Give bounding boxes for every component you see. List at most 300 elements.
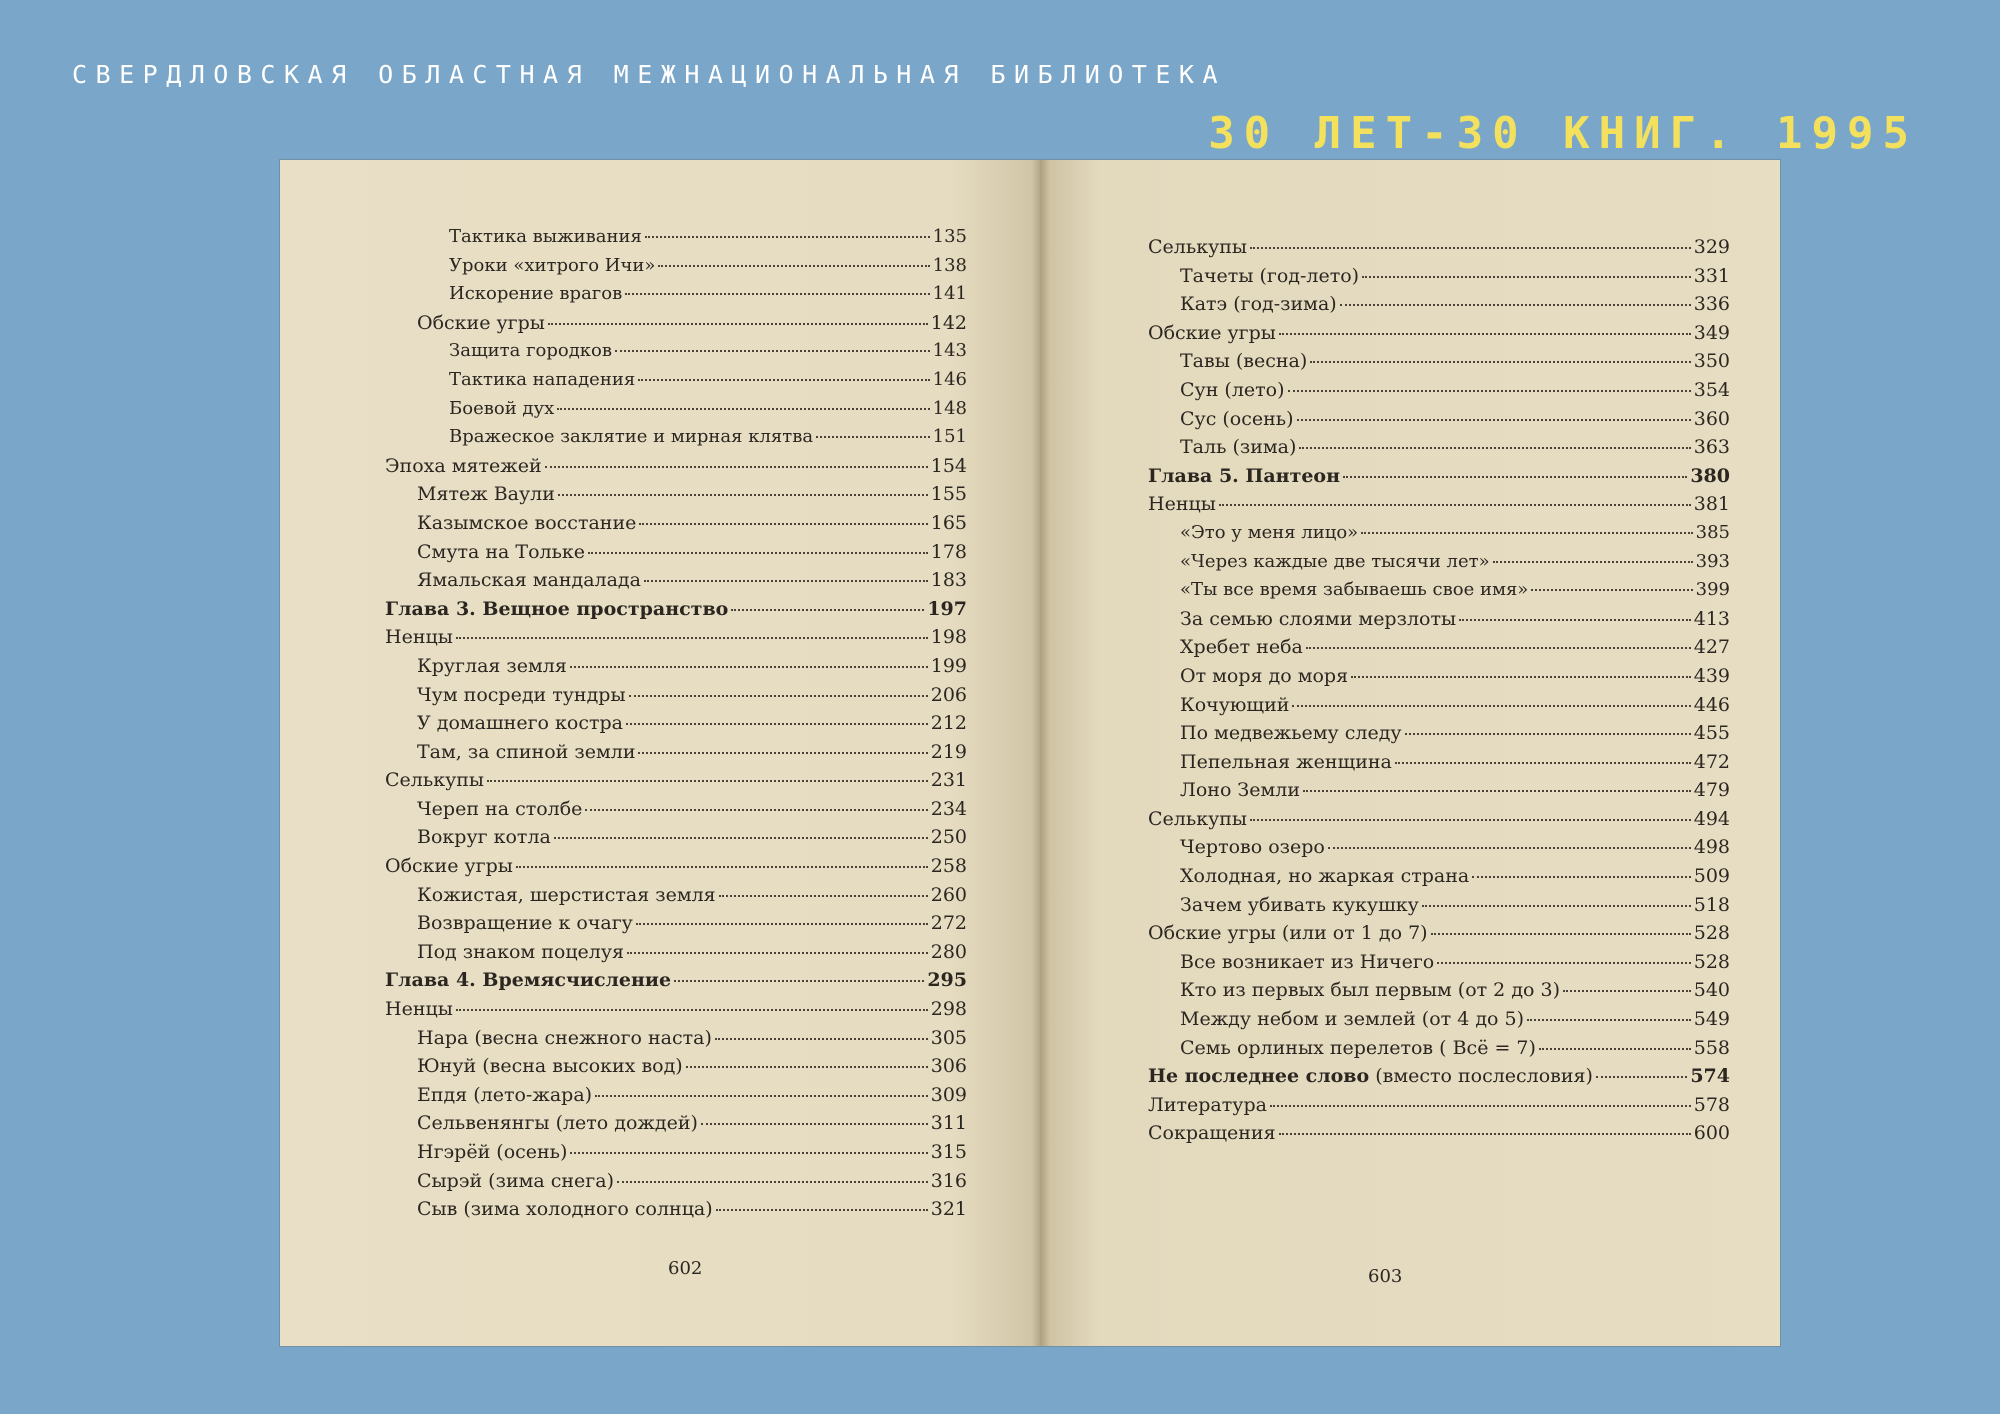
right-page xyxy=(1040,160,1780,1346)
toc-entry-title-text: Пепельная женщина xyxy=(1180,750,1392,773)
toc-entry-page: 381 xyxy=(1693,493,1730,516)
toc-entry xyxy=(1148,608,1730,637)
toc-entry-page: 146 xyxy=(932,368,967,390)
toc-entry-page: 206 xyxy=(930,683,967,706)
toc-entry-title-text: Ненцы xyxy=(1148,493,1216,516)
dot-leader xyxy=(638,751,927,754)
toc-entry xyxy=(385,398,967,427)
toc-entry-page: 143 xyxy=(932,340,967,362)
toc-entry-title xyxy=(1180,579,1528,600)
toc-entry-page: 142 xyxy=(930,311,967,334)
dot-leader xyxy=(816,435,930,438)
toc-entry xyxy=(385,798,967,827)
toc-entry-page: 305 xyxy=(930,1026,967,1049)
toc-entry-title-text: Уроки «хитрого Ичи» xyxy=(449,254,656,276)
toc-entry-title xyxy=(385,455,542,477)
toc-entry-title xyxy=(1180,379,1285,401)
toc-entry xyxy=(1148,1094,1730,1123)
dot-leader xyxy=(1431,932,1691,935)
toc-entry xyxy=(1148,436,1730,465)
toc-entry-page: 315 xyxy=(930,1141,967,1163)
toc-entry-page: 528 xyxy=(1693,922,1730,945)
toc-entry-title-text: Кочующий xyxy=(1180,693,1290,716)
toc-entry-title-text: Холодная, но жаркая страна xyxy=(1180,865,1470,888)
toc-entry-title xyxy=(1180,779,1300,801)
toc-entry-title xyxy=(1180,293,1337,315)
toc-entry xyxy=(385,712,967,741)
dot-leader xyxy=(674,979,924,982)
toc-entry xyxy=(1148,722,1730,751)
toc-entry xyxy=(385,598,967,627)
toc-entry-page: 197 xyxy=(927,597,967,620)
toc-entry xyxy=(385,884,967,913)
toc-entry-page: 148 xyxy=(932,397,967,419)
dot-leader xyxy=(1292,704,1690,707)
toc-list-left xyxy=(385,226,967,1227)
dot-leader xyxy=(1279,1132,1691,1135)
toc-entry-page: 234 xyxy=(930,797,967,820)
dot-leader xyxy=(715,1037,928,1040)
toc-entry xyxy=(385,998,967,1027)
toc-entry-title xyxy=(1180,694,1289,716)
toc-entry-title xyxy=(449,226,642,247)
page-number-left: 602 xyxy=(668,1258,703,1279)
dot-leader xyxy=(1303,789,1691,792)
toc-entry-title-text: Эпоха мятежей xyxy=(385,454,542,477)
toc-entry-title-text: Ненцы xyxy=(385,998,453,1021)
toc-entry-title-text: Обские угры xyxy=(1148,321,1276,344)
toc-entry-page: 198 xyxy=(930,626,967,649)
toc-entry-title-text: Литература xyxy=(1148,1093,1267,1116)
toc-entry xyxy=(385,512,967,541)
toc-entry xyxy=(1148,408,1730,437)
toc-entry-title xyxy=(449,283,622,304)
toc-entry-title xyxy=(1148,1094,1267,1116)
toc-entry-page: 528 xyxy=(1693,950,1730,973)
toc-entry xyxy=(1148,379,1730,408)
toc-entry-title-text: Обские угры xyxy=(417,311,545,334)
toc-entry-page: 212 xyxy=(930,712,967,735)
dot-leader xyxy=(645,235,930,238)
toc-entry-page: 329 xyxy=(1693,236,1730,258)
toc-entry-title-text: Сокращения xyxy=(1148,1122,1276,1145)
toc-entry-title xyxy=(417,1141,567,1163)
toc-entry xyxy=(385,255,967,284)
toc-entry-title-text: Юнуй (весна высоких вод) xyxy=(417,1055,683,1078)
toc-entry-title xyxy=(417,569,641,591)
toc-entry xyxy=(1148,493,1730,522)
toc-entry-page: 494 xyxy=(1693,807,1730,830)
toc-entry-page: 540 xyxy=(1693,979,1730,1002)
toc-entry-page: 316 xyxy=(930,1169,967,1192)
dot-leader xyxy=(1437,961,1691,964)
toc-entry xyxy=(1148,751,1730,780)
toc-entry-title-text: Нара (весна снежного наста) xyxy=(417,1026,712,1049)
toc-entry-title xyxy=(1180,551,1490,572)
toc-entry-title xyxy=(1180,522,1358,543)
dot-leader xyxy=(1306,646,1691,649)
dot-leader xyxy=(1328,846,1691,849)
toc-entry-page: 439 xyxy=(1693,664,1730,687)
toc-entry xyxy=(385,741,967,770)
book-spread-scan xyxy=(280,160,1780,1346)
toc-entry xyxy=(385,426,967,455)
dot-leader xyxy=(570,1151,927,1154)
toc-entry-title xyxy=(385,769,484,791)
toc-entry-title-text: Искорение врагов xyxy=(449,283,623,305)
toc-entry-page: 455 xyxy=(1693,722,1730,745)
dot-leader xyxy=(716,1208,928,1211)
toc-entry-page: 331 xyxy=(1693,264,1730,287)
toc-entry-page: 360 xyxy=(1693,407,1730,430)
toc-entry-title xyxy=(385,598,728,620)
toc-entry xyxy=(385,855,967,884)
dot-leader xyxy=(1362,275,1691,278)
toc-entry-title xyxy=(1180,265,1359,287)
toc-entry-title-text: Боевой дух xyxy=(449,397,555,419)
toc-entry xyxy=(385,483,967,512)
toc-entry-title xyxy=(417,541,585,563)
toc-entry-title-text: За семью слоями мерзлоты xyxy=(1180,607,1457,630)
toc-entry-page: 363 xyxy=(1693,436,1730,459)
dot-leader xyxy=(627,951,928,954)
toc-entry xyxy=(385,941,967,970)
toc-entry xyxy=(385,369,967,398)
toc-entry-title xyxy=(1180,751,1392,773)
dot-leader xyxy=(548,322,928,325)
toc-entry-title xyxy=(385,626,453,648)
toc-entry-title xyxy=(417,884,716,906)
dot-leader xyxy=(638,378,929,381)
dot-leader xyxy=(1310,360,1690,363)
toc-entry xyxy=(385,969,967,998)
toc-entry xyxy=(1148,236,1730,265)
toc-entry-title-text: Ямальская мандалада xyxy=(417,569,641,592)
toc-entry xyxy=(385,684,967,713)
toc-entry-title-text: Круглая земля xyxy=(417,654,567,677)
dot-leader xyxy=(1596,1075,1687,1078)
toc-entry-title xyxy=(417,655,567,677)
dot-leader xyxy=(585,808,927,811)
dot-leader xyxy=(1527,1018,1691,1021)
toc-entry-title xyxy=(1180,408,1294,430)
toc-entry xyxy=(385,1084,967,1113)
toc-entry-page: 165 xyxy=(930,511,967,534)
toc-entry-title xyxy=(385,855,513,877)
toc-entry-page: 472 xyxy=(1693,750,1730,773)
toc-entry-title xyxy=(1148,322,1276,344)
toc-entry-title xyxy=(417,1055,683,1077)
dot-leader xyxy=(595,1094,928,1097)
toc-entry-page: 427 xyxy=(1693,636,1730,659)
toc-entry-title-text: Селькупы xyxy=(1148,807,1248,830)
dot-leader xyxy=(644,579,928,582)
toc-entry xyxy=(1148,808,1730,837)
toc-entry xyxy=(385,312,967,341)
toc-entry-title-text: От моря до моря xyxy=(1180,664,1349,687)
toc-entry-title-text: Защита городков xyxy=(449,340,613,362)
toc-entry-page: 154 xyxy=(930,454,967,477)
toc-entry-title-text: Сырэй (зима снега) xyxy=(417,1169,614,1192)
toc-entry xyxy=(1148,579,1730,608)
toc-entry-page: 600 xyxy=(1693,1122,1730,1145)
toc-entry-title xyxy=(417,1198,713,1220)
dot-leader xyxy=(629,694,928,697)
toc-entry-page: 311 xyxy=(930,1112,967,1135)
toc-entry-page: 151 xyxy=(932,426,967,448)
toc-entry-page: 574 xyxy=(1690,1065,1730,1088)
toc-entry-page: 138 xyxy=(932,254,967,276)
toc-entry-title-text: Сельвенянгы (лето дождей) xyxy=(417,1112,698,1135)
toc-entry-title xyxy=(1148,1065,1593,1087)
toc-entry-title xyxy=(417,798,582,820)
toc-entry-title xyxy=(417,1027,712,1049)
toc-entry-title-text: «Через каждые две тысячи лет» xyxy=(1180,550,1490,572)
dot-leader xyxy=(1219,503,1691,506)
toc-entry-page: 578 xyxy=(1693,1093,1730,1116)
toc-entry-title-text: Обские угры xyxy=(385,855,513,878)
toc-entry-title xyxy=(449,255,655,276)
toc-entry xyxy=(385,1055,967,1084)
dot-leader xyxy=(1459,618,1691,621)
dot-leader xyxy=(1279,332,1691,335)
dot-leader xyxy=(639,522,927,525)
toc-entry-title-text: Лоно Земли xyxy=(1180,779,1301,802)
dot-leader xyxy=(456,636,928,639)
toc-entry xyxy=(1148,694,1730,723)
toc-entry-title xyxy=(1180,722,1402,744)
toc-entry-page: 498 xyxy=(1693,836,1730,859)
toc-entry-title-text: Под знаком поцелуя xyxy=(417,940,625,963)
dot-leader xyxy=(1351,675,1691,678)
toc-entry xyxy=(1148,1065,1730,1094)
toc-entry xyxy=(385,455,967,484)
toc-entry-page: 354 xyxy=(1693,378,1730,401)
toc-entry xyxy=(1148,865,1730,894)
left-page xyxy=(280,160,1040,1346)
toc-entry-title xyxy=(1148,922,1428,944)
toc-entry-title-text: Глава 5. Пантеон xyxy=(1148,464,1341,487)
dot-leader xyxy=(1340,303,1691,306)
toc-entry-title-text: Вокруг котла xyxy=(417,826,551,849)
toc-entry-page: 393 xyxy=(1695,550,1730,572)
toc-entry xyxy=(385,541,967,570)
toc-entry-title-text: Глава 3. Вещное пространство xyxy=(385,597,729,620)
toc-entry-title-text: Селькупы xyxy=(385,769,485,792)
toc-entry-page: 231 xyxy=(930,769,967,792)
toc-entry-page: 509 xyxy=(1693,865,1730,888)
toc-entry xyxy=(1148,293,1730,322)
toc-entry-title xyxy=(417,312,545,334)
toc-entry-title xyxy=(1148,236,1247,258)
toc-entry-page: 413 xyxy=(1693,607,1730,630)
toc-entry-page: 250 xyxy=(930,826,967,849)
toc-entry xyxy=(1148,265,1730,294)
toc-entry-page: 306 xyxy=(930,1055,967,1078)
toc-entry xyxy=(1148,465,1730,494)
toc-entry xyxy=(385,912,967,941)
toc-entry-title-text: Череп на столбе xyxy=(417,797,583,820)
toc-entry xyxy=(1148,350,1730,379)
page-number-right: 603 xyxy=(1368,1266,1403,1287)
dot-leader xyxy=(625,292,929,295)
dot-leader xyxy=(1299,446,1690,449)
toc-entry-page: 518 xyxy=(1693,893,1730,916)
toc-entry-title-text: Глава 4. Времясчисление xyxy=(385,969,672,992)
toc-entry-page: 272 xyxy=(930,912,967,935)
dot-leader xyxy=(1472,875,1691,878)
toc-entry xyxy=(1148,951,1730,980)
dot-leader xyxy=(570,665,928,668)
toc-entry-title-text: У домашнего костра xyxy=(417,712,623,735)
toc-entry-title-text: Хребет неба xyxy=(1180,636,1303,659)
toc-entry-page: 479 xyxy=(1693,779,1730,802)
toc-entry xyxy=(385,1027,967,1056)
dot-leader xyxy=(1405,732,1691,735)
toc-entry-title xyxy=(1180,951,1434,973)
toc-entry-title-text: Селькупы xyxy=(1148,236,1248,258)
toc-entry-title-text: «Ты все время забываешь свое имя» xyxy=(1180,579,1529,601)
toc-entry-page: 280 xyxy=(930,940,967,963)
toc-entry xyxy=(385,626,967,655)
toc-entry-title-text: Епдя (лето-жара) xyxy=(417,1083,593,1106)
toc-entry-title xyxy=(1148,465,1340,487)
toc-entry xyxy=(385,340,967,369)
toc-entry-title xyxy=(417,941,624,963)
toc-entry-title xyxy=(1148,1122,1276,1144)
dot-leader xyxy=(719,894,928,897)
dot-leader xyxy=(1422,904,1691,907)
dot-leader xyxy=(1343,475,1687,478)
dot-leader xyxy=(1361,531,1692,534)
dot-leader xyxy=(1250,246,1691,249)
toc-entry xyxy=(1148,836,1730,865)
dot-leader xyxy=(1539,1047,1691,1050)
toc-entry-page: 385 xyxy=(1695,521,1730,543)
toc-entry-page: 260 xyxy=(930,883,967,906)
toc-entry xyxy=(1148,522,1730,551)
dot-leader xyxy=(588,551,928,554)
toc-entry xyxy=(385,226,967,255)
dot-leader xyxy=(1297,418,1691,421)
toc-entry-title-text: Смута на Тольке xyxy=(417,540,586,563)
library-name: СВЕРДЛОВСКАЯ ОБЛАСТНАЯ МЕЖНАЦИОНАЛЬНАЯ БИБЛИОТЕКА xyxy=(72,60,1227,89)
dot-leader xyxy=(554,836,928,839)
toc-entry-page: 446 xyxy=(1693,693,1730,716)
toc-entry-title-text: Казымское восстание xyxy=(417,511,637,534)
toc-entry-page: 558 xyxy=(1693,1036,1730,1059)
toc-entry xyxy=(1148,665,1730,694)
dot-leader xyxy=(731,608,924,611)
toc-entry-title-text: Кожистая, шерстистая земля xyxy=(417,883,716,906)
dot-leader xyxy=(1531,588,1692,591)
toc-entry-page: 295 xyxy=(927,969,967,992)
toc-entry xyxy=(1148,779,1730,808)
toc-entry-page: 141 xyxy=(932,283,967,305)
dot-leader xyxy=(1250,818,1691,821)
book-spine xyxy=(1032,160,1050,1346)
toc-entry-title-text: Катэ (год-зима) xyxy=(1180,293,1337,316)
toc-entry-page: 380 xyxy=(1690,464,1730,487)
toc-entry-title xyxy=(1180,350,1307,372)
toc-entry-title xyxy=(1180,979,1560,1001)
toc-entry-title xyxy=(449,369,635,390)
toc-entry-page: 183 xyxy=(930,569,967,592)
dot-leader xyxy=(1270,1104,1691,1107)
toc-entry-title xyxy=(1180,608,1456,630)
toc-entry-title-text: Чум посреди тундры xyxy=(417,683,626,706)
dot-leader xyxy=(545,465,928,468)
toc-entry-title-text: По медвежьему следу xyxy=(1180,722,1402,745)
dot-leader xyxy=(456,1008,928,1011)
dot-leader xyxy=(516,865,928,868)
toc-entry-title-text: Мятеж Ваули xyxy=(417,483,555,506)
dot-leader xyxy=(1563,989,1691,992)
dot-leader xyxy=(701,1122,928,1125)
toc-entry-title xyxy=(1180,1008,1524,1030)
dot-leader xyxy=(615,349,930,352)
toc-entry xyxy=(385,769,967,798)
toc-entry-title xyxy=(1180,836,1325,858)
toc-entry-page: 155 xyxy=(930,483,967,506)
toc-entry-title xyxy=(417,512,636,534)
toc-entry-page: 349 xyxy=(1693,321,1730,344)
toc-entry-title xyxy=(1180,865,1469,887)
toc-entry-title xyxy=(417,712,623,734)
dot-leader xyxy=(1395,761,1691,764)
toc-entry-title xyxy=(417,912,633,934)
toc-entry-title xyxy=(1148,808,1247,830)
toc-entry-title-text: Сун (лето) xyxy=(1180,378,1285,401)
toc-entry-title xyxy=(449,426,813,447)
dot-leader xyxy=(487,779,928,782)
toc-entry-page: 135 xyxy=(932,226,967,247)
toc-entry-page: 336 xyxy=(1693,293,1730,316)
toc-entry xyxy=(1148,1008,1730,1037)
toc-entry-title xyxy=(417,1112,698,1134)
dot-leader xyxy=(686,1065,928,1068)
toc-entry-title xyxy=(417,826,551,848)
toc-entry xyxy=(1148,636,1730,665)
toc-entry-title-text: Обские угры (или от 1 до 7) xyxy=(1148,922,1428,945)
toc-entry-title-suffix: (вместо послесловия) xyxy=(1369,1065,1593,1088)
toc-entry-title xyxy=(449,398,554,419)
toc-entry-title xyxy=(1180,894,1419,916)
toc-entry-title-text: Ненцы xyxy=(385,626,453,649)
toc-entry-title-text: Тактика нападения xyxy=(449,368,636,390)
toc-entry xyxy=(1148,551,1730,580)
dot-leader xyxy=(617,1180,928,1183)
toc-entry xyxy=(385,1112,967,1141)
toc-entry-title-text: Чертово озеро xyxy=(1180,836,1325,859)
toc-entry-title xyxy=(1148,493,1216,515)
toc-entry xyxy=(1148,1122,1730,1151)
toc-entry xyxy=(385,655,967,684)
toc-entry-title-text: Кто из первых был первым (от 2 до 3) xyxy=(1180,979,1560,1002)
dot-leader xyxy=(557,407,929,410)
toc-entry-title-text: Тачеты (год-лето) xyxy=(1180,264,1360,287)
toc-entry-title-text: Там, за спиной земли xyxy=(417,740,636,763)
toc-entry xyxy=(1148,979,1730,1008)
dot-leader xyxy=(626,722,928,725)
toc-entry-title xyxy=(417,483,555,505)
toc-entry-title-text: Таль (зима) xyxy=(1180,436,1297,459)
toc-entry-page: 549 xyxy=(1693,1008,1730,1031)
toc-entry-title xyxy=(417,1170,614,1192)
toc-entry xyxy=(1148,894,1730,923)
dot-leader xyxy=(1288,389,1691,392)
toc-entry-page: 309 xyxy=(930,1083,967,1106)
